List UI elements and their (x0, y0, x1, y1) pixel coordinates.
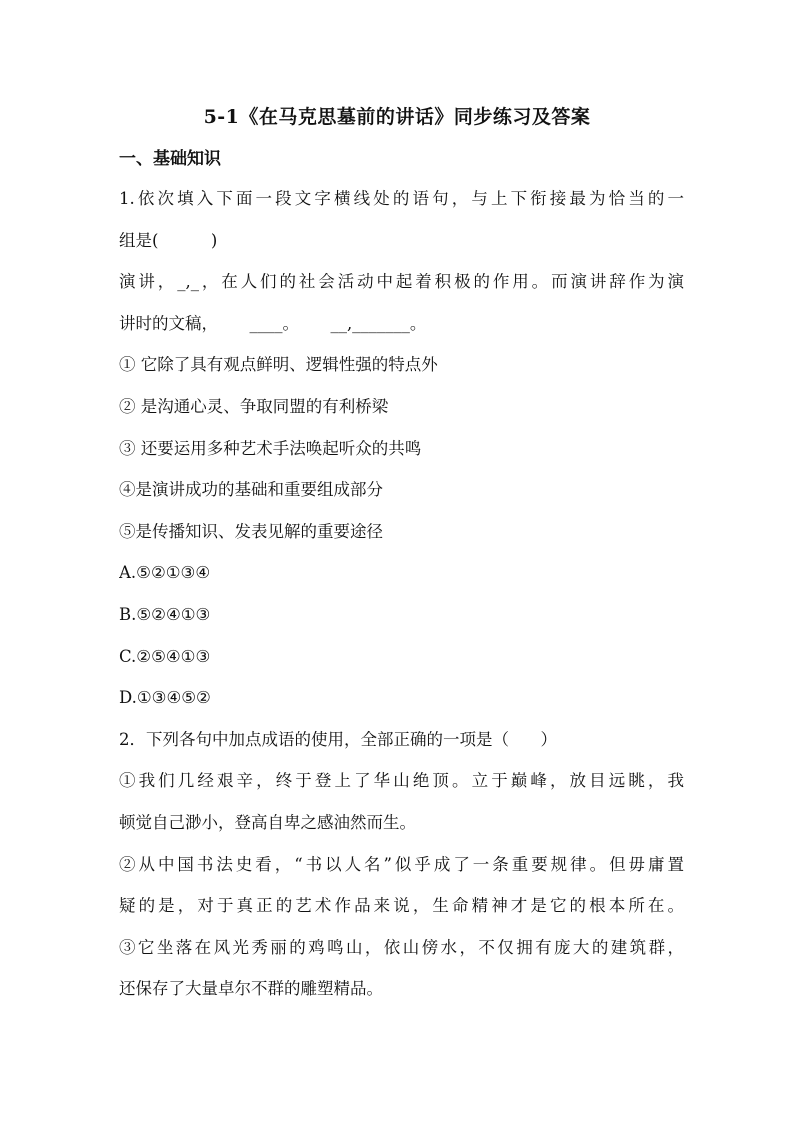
question-2-item-2-line-2: 疑的是，对于真正的艺术作品来说，生命精神才是它的根本所在。 (119, 896, 684, 916)
question-2-item-3-line-1: ③它坐落在风光秀丽的鸡鸣山，依山傍水，不仅拥有庞大的建筑群， (119, 937, 684, 957)
question-2-item-1-line-1: ①我们几经艰辛，终于登上了华山绝顶。立于巅峰，放目远眺，我 (119, 771, 684, 791)
sentence-option-1: ① 它除了具有观点鲜明、逻辑性强的特点外 (119, 355, 438, 375)
question-2-item-2-line-1: ②从中国书法史看，“书以人名”似乎成了一条重要规律。但毋庸置 (119, 854, 684, 874)
document-title: 5-1《在马克思墓前的讲话》同步练习及答案 (203, 106, 591, 128)
question-2-item-3-line-2: 还保存了大量卓尔不群的雕塑精品。 (119, 979, 383, 999)
question-1-passage-line-1: 演讲，_,_，在人们的社会活动中起着积极的作用。而演讲辞作为演 (119, 272, 684, 292)
sentence-option-3: ③ 还要运用多种艺术手法唤起听众的共鸣 (119, 438, 422, 458)
answer-choice-c: C.②⑤④①③ (119, 646, 211, 666)
sentence-option-5: ⑤是传播知识、发表见解的重要途径 (119, 521, 383, 541)
question-1-stem-line-2: 组是( ) (119, 230, 218, 250)
sentence-option-2: ② 是沟通心灵、争取同盟的有利桥梁 (119, 396, 389, 416)
answer-choice-a: A.⑤②①③④ (119, 563, 211, 583)
question-1-stem-line-1: 1.依次填入下面一段文字横线处的语句，与上下衔接最为恰当的一 (119, 189, 684, 208)
answer-choice-b: B.⑤②④①③ (119, 604, 211, 624)
section-heading: 一、基础知识 (119, 149, 221, 169)
answer-choice-d: D.①③④⑤② (119, 688, 211, 708)
question-1-passage-line-2: 讲时的文稿， ____。 __,_______。 (119, 313, 427, 333)
document-body (119, 186, 684, 1018)
question-2-item-1-line-2: 顿觉自己渺小，登高自卑之感油然而生。 (119, 812, 416, 832)
question-2-stem: 2．下列各句中加点成语的使用，全部正确的一项是（ ） (119, 729, 557, 749)
sentence-option-4: ④是演讲成功的基础和重要组成部分 (119, 480, 383, 500)
